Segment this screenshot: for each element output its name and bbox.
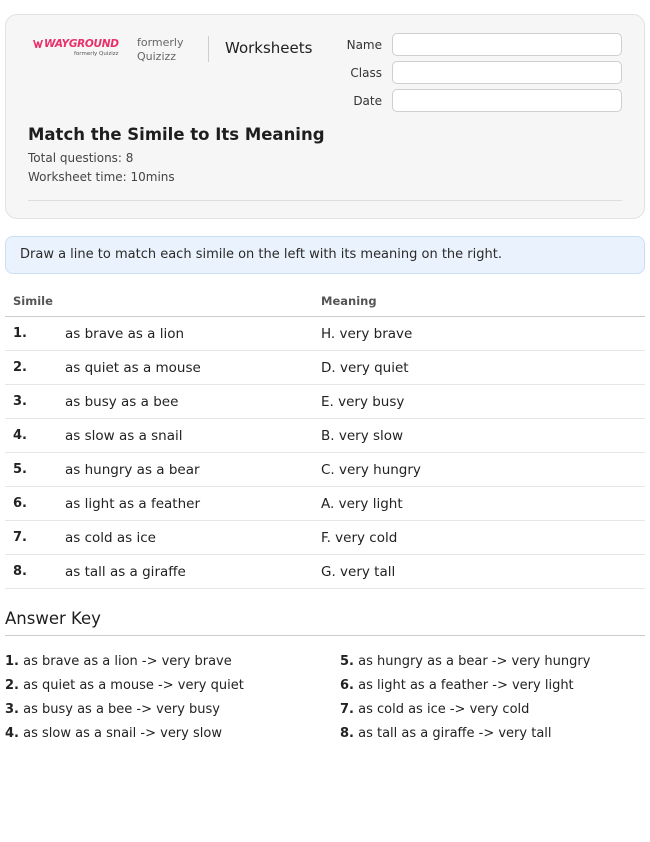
answer-number: 5. bbox=[340, 654, 354, 669]
table-row bbox=[5, 521, 645, 555]
worksheet-title: Match the Simile to Its Meaning bbox=[28, 125, 325, 144]
meaning-text: G. very tall bbox=[321, 564, 396, 580]
table-row bbox=[5, 555, 645, 589]
answer-number: 7. bbox=[340, 702, 354, 717]
row-number: 2. bbox=[13, 360, 27, 375]
answer-text: as cold as ice -> very cold bbox=[358, 702, 530, 717]
meaning-text: E. very busy bbox=[321, 394, 405, 410]
date-field[interactable] bbox=[392, 89, 622, 112]
meaning-text: C. very hungry bbox=[321, 462, 421, 478]
date-label: Date bbox=[353, 94, 382, 108]
answer-text: as busy as a bee -> very busy bbox=[23, 702, 220, 717]
table-row bbox=[5, 385, 645, 419]
simile-text: as busy as a bee bbox=[65, 394, 179, 410]
answer-key-item bbox=[340, 654, 590, 669]
answer-text: as slow as a snail -> very slow bbox=[23, 726, 222, 741]
answer-key-item bbox=[5, 726, 222, 741]
answer-key-item bbox=[5, 678, 244, 693]
answer-text: as quiet as a mouse -> very quiet bbox=[23, 678, 244, 693]
row-number: 8. bbox=[13, 564, 27, 579]
row-number: 4. bbox=[13, 428, 27, 443]
answer-key-title: Answer Key bbox=[5, 609, 101, 628]
meaning-text: A. very light bbox=[321, 496, 403, 512]
name-field[interactable] bbox=[392, 33, 622, 56]
answer-text: as brave as a lion -> very brave bbox=[23, 654, 232, 669]
brand-logo bbox=[28, 38, 120, 60]
instructions-banner: Draw a line to match each simile on the left with its meaning on the right. bbox=[5, 236, 645, 274]
class-label: Class bbox=[350, 66, 382, 80]
answer-number: 6. bbox=[340, 678, 354, 693]
table-row bbox=[5, 317, 645, 351]
meaning-text: F. very cold bbox=[321, 530, 398, 546]
simile-text: as light as a feather bbox=[65, 496, 201, 512]
row-number: 5. bbox=[13, 462, 27, 477]
answer-number: 4. bbox=[5, 726, 19, 741]
header-divider bbox=[208, 36, 209, 62]
row-number: 7. bbox=[13, 530, 27, 545]
answer-number: 8. bbox=[340, 726, 354, 741]
formerly-label: formerly Quizizz bbox=[137, 36, 184, 63]
class-field[interactable] bbox=[392, 61, 622, 84]
answer-key-item bbox=[5, 654, 232, 669]
meaning-text: H. very brave bbox=[321, 326, 413, 342]
simile-text: as hungry as a bear bbox=[65, 462, 200, 478]
table-row bbox=[5, 453, 645, 487]
answer-number: 2. bbox=[5, 678, 19, 693]
row-number: 1. bbox=[13, 326, 27, 341]
answer-key-item bbox=[340, 726, 552, 741]
simile-text: as slow as a snail bbox=[65, 428, 183, 444]
simile-text: as tall as a giraffe bbox=[65, 564, 186, 580]
row-number: 3. bbox=[13, 394, 27, 409]
section-label: Worksheets bbox=[225, 39, 313, 57]
table-row bbox=[5, 351, 645, 385]
simile-text: as cold as ice bbox=[65, 530, 156, 546]
simile-text: as brave as a lion bbox=[65, 326, 185, 342]
logo-subtext: formerly Quizizz bbox=[74, 51, 119, 57]
simile-column-header: Simile bbox=[13, 294, 53, 308]
header-divider-line bbox=[28, 200, 622, 201]
answer-text: as hungry as a bear -> very hungry bbox=[358, 654, 591, 669]
table-row bbox=[5, 487, 645, 521]
answer-number: 3. bbox=[5, 702, 19, 717]
meaning-text: D. very quiet bbox=[321, 360, 409, 376]
row-number: 6. bbox=[13, 496, 27, 511]
simile-text: as quiet as a mouse bbox=[65, 360, 201, 376]
logo-wordmark: WAYGROUND bbox=[44, 38, 119, 50]
worksheet-time: Worksheet time: 10mins bbox=[28, 170, 175, 184]
answer-number: 1. bbox=[5, 654, 19, 669]
answer-key-item bbox=[5, 702, 220, 717]
table-row bbox=[5, 419, 645, 453]
answer-text: as light as a feather -> very light bbox=[358, 678, 574, 693]
answer-key-item bbox=[340, 702, 529, 717]
meaning-column-header: Meaning bbox=[321, 294, 377, 308]
answer-text: as tall as a giraffe -> very tall bbox=[358, 726, 552, 741]
name-label: Name bbox=[346, 38, 382, 52]
answer-key-rule bbox=[5, 635, 645, 636]
meaning-text: B. very slow bbox=[321, 428, 404, 444]
answer-key-item bbox=[340, 678, 574, 693]
total-questions: Total questions: 8 bbox=[28, 151, 134, 165]
